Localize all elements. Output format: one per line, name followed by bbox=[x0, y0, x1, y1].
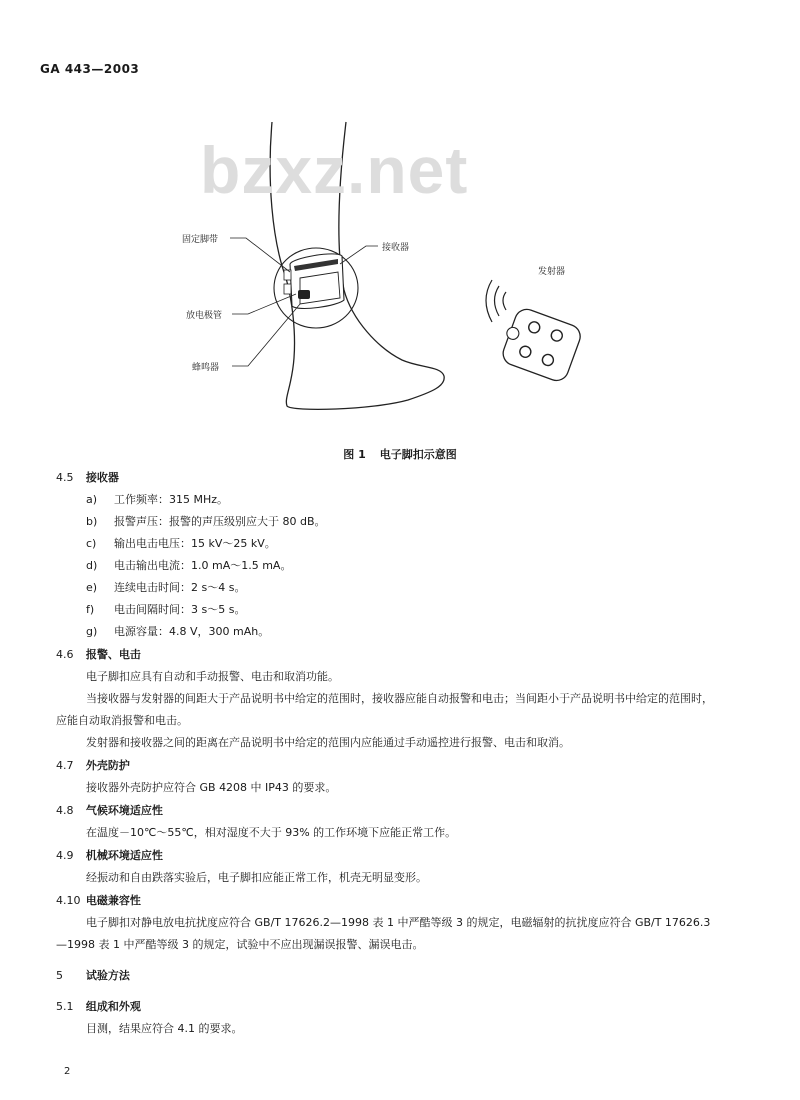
section-number: 4.10 bbox=[56, 894, 81, 907]
list-item bbox=[56, 599, 720, 621]
list-item bbox=[56, 577, 720, 599]
section-number: 5.1 bbox=[56, 1000, 74, 1013]
item-tag: b) bbox=[86, 515, 98, 528]
item-text: 工作频率：315 MHz。 bbox=[114, 493, 229, 506]
paragraph: 目测，结果应符合 4.1 的要求。 bbox=[86, 1022, 243, 1035]
signal-waves-icon bbox=[486, 280, 506, 322]
item-text: 电击输出电流：1.0 mA～1.5 mA。 bbox=[114, 559, 292, 572]
section-title: 报警、电击 bbox=[85, 648, 141, 661]
label-buzzer: 蜂鸣器 bbox=[192, 363, 220, 373]
watermark: bzxz.net bbox=[200, 133, 469, 207]
paragraph: 经振动和自由跌落实验后，电子脚扣应能正常工作，机壳无明显变形。 bbox=[86, 871, 427, 884]
list-item bbox=[56, 511, 720, 533]
section-number: 4.9 bbox=[56, 849, 74, 862]
item-text: 连续电击时间：2 s～4 s。 bbox=[114, 581, 246, 594]
label-strap: 固定脚带 bbox=[182, 235, 219, 245]
paragraph: 当接收器与发射器的间距大于产品说明书中给定的范围时，接收器应能自动报警和电击；当间距小于产品说明书中给定的范围时，应能自动取消报警和电击。 bbox=[56, 692, 713, 727]
electrode-contact bbox=[298, 290, 310, 299]
paragraph: 发射器和接收器之间的距离在产品说明书中给定的范围内应能通过手动遥控进行报警、电击和取消。 bbox=[86, 736, 570, 749]
section-number: 4.5 bbox=[56, 471, 74, 484]
item-text: 电源容量：4.8 V，300 mAh。 bbox=[114, 625, 270, 638]
section-title: 组成和外观 bbox=[85, 1000, 141, 1013]
list-item bbox=[56, 621, 720, 643]
section-heading bbox=[56, 996, 720, 1018]
section-number: 4.6 bbox=[56, 648, 74, 661]
figure-title: 电子脚扣示意图 bbox=[379, 448, 457, 461]
section-heading bbox=[56, 845, 720, 867]
section-title: 接收器 bbox=[85, 471, 119, 484]
section-title: 试验方法 bbox=[85, 969, 130, 982]
document-code: GA 443—2003 bbox=[40, 62, 140, 76]
section-heading bbox=[56, 800, 720, 822]
label-receiver: 接收器 bbox=[382, 243, 410, 253]
section-title: 气候环境适应性 bbox=[85, 804, 163, 817]
section-number: 5 bbox=[56, 969, 63, 982]
section-heading bbox=[56, 644, 720, 666]
item-tag: g) bbox=[86, 625, 98, 638]
figure-caption bbox=[0, 446, 800, 462]
item-text: 报警声压：报警的声压级别应大于 80 dB。 bbox=[114, 515, 326, 528]
item-tag: a) bbox=[86, 493, 98, 506]
section-number: 4.7 bbox=[56, 759, 74, 772]
paragraph: 接收器外壳防护应符合 GB 4208 中 IP43 的要求。 bbox=[86, 781, 337, 794]
item-tag: e) bbox=[86, 581, 98, 594]
section-number: 4.8 bbox=[56, 804, 74, 817]
paragraph: 电子脚扣应具有自动和手动报警、电击和取消功能。 bbox=[86, 670, 339, 683]
list-item bbox=[56, 489, 720, 511]
figure-number: 图 1 bbox=[343, 448, 366, 461]
section-title: 电磁兼容性 bbox=[85, 894, 141, 907]
label-transmitter: 发射器 bbox=[538, 267, 566, 277]
transmitter-device bbox=[497, 305, 584, 384]
page-number: 2 bbox=[64, 1066, 71, 1077]
section-title: 外壳防护 bbox=[85, 759, 130, 772]
section-heading bbox=[56, 467, 720, 489]
section-heading bbox=[56, 965, 720, 987]
document-body bbox=[56, 466, 720, 1040]
paragraph: 在温度－10℃～55℃，相对湿度不大于 93% 的工作环境下应能正常工作。 bbox=[86, 826, 457, 839]
list-item bbox=[56, 555, 720, 577]
item-text: 输出电击电压：15 kV～25 kV。 bbox=[114, 537, 276, 550]
section-heading bbox=[56, 890, 720, 912]
item-tag: f) bbox=[86, 603, 95, 616]
item-text: 电击间隔时间：3 s～5 s。 bbox=[114, 603, 246, 616]
section-title: 机械环境适应性 bbox=[85, 849, 163, 862]
item-tag: d) bbox=[86, 559, 98, 572]
list-item bbox=[56, 533, 720, 555]
label-shock-electrode: 放电极管 bbox=[186, 311, 223, 321]
section-heading bbox=[56, 755, 720, 777]
paragraph: 电子脚扣对静电放电抗扰度应符合 GB/T 17626.2—1998 表 1 中严酷等级 3 的规定，电磁辐射的抗扰度应符合 GB/T 17626.3—1998 表 1 中严酷等级 3 的规定，试验中不应出现漏误报警、漏误电击。 bbox=[56, 916, 711, 951]
item-tag: c) bbox=[86, 537, 97, 550]
